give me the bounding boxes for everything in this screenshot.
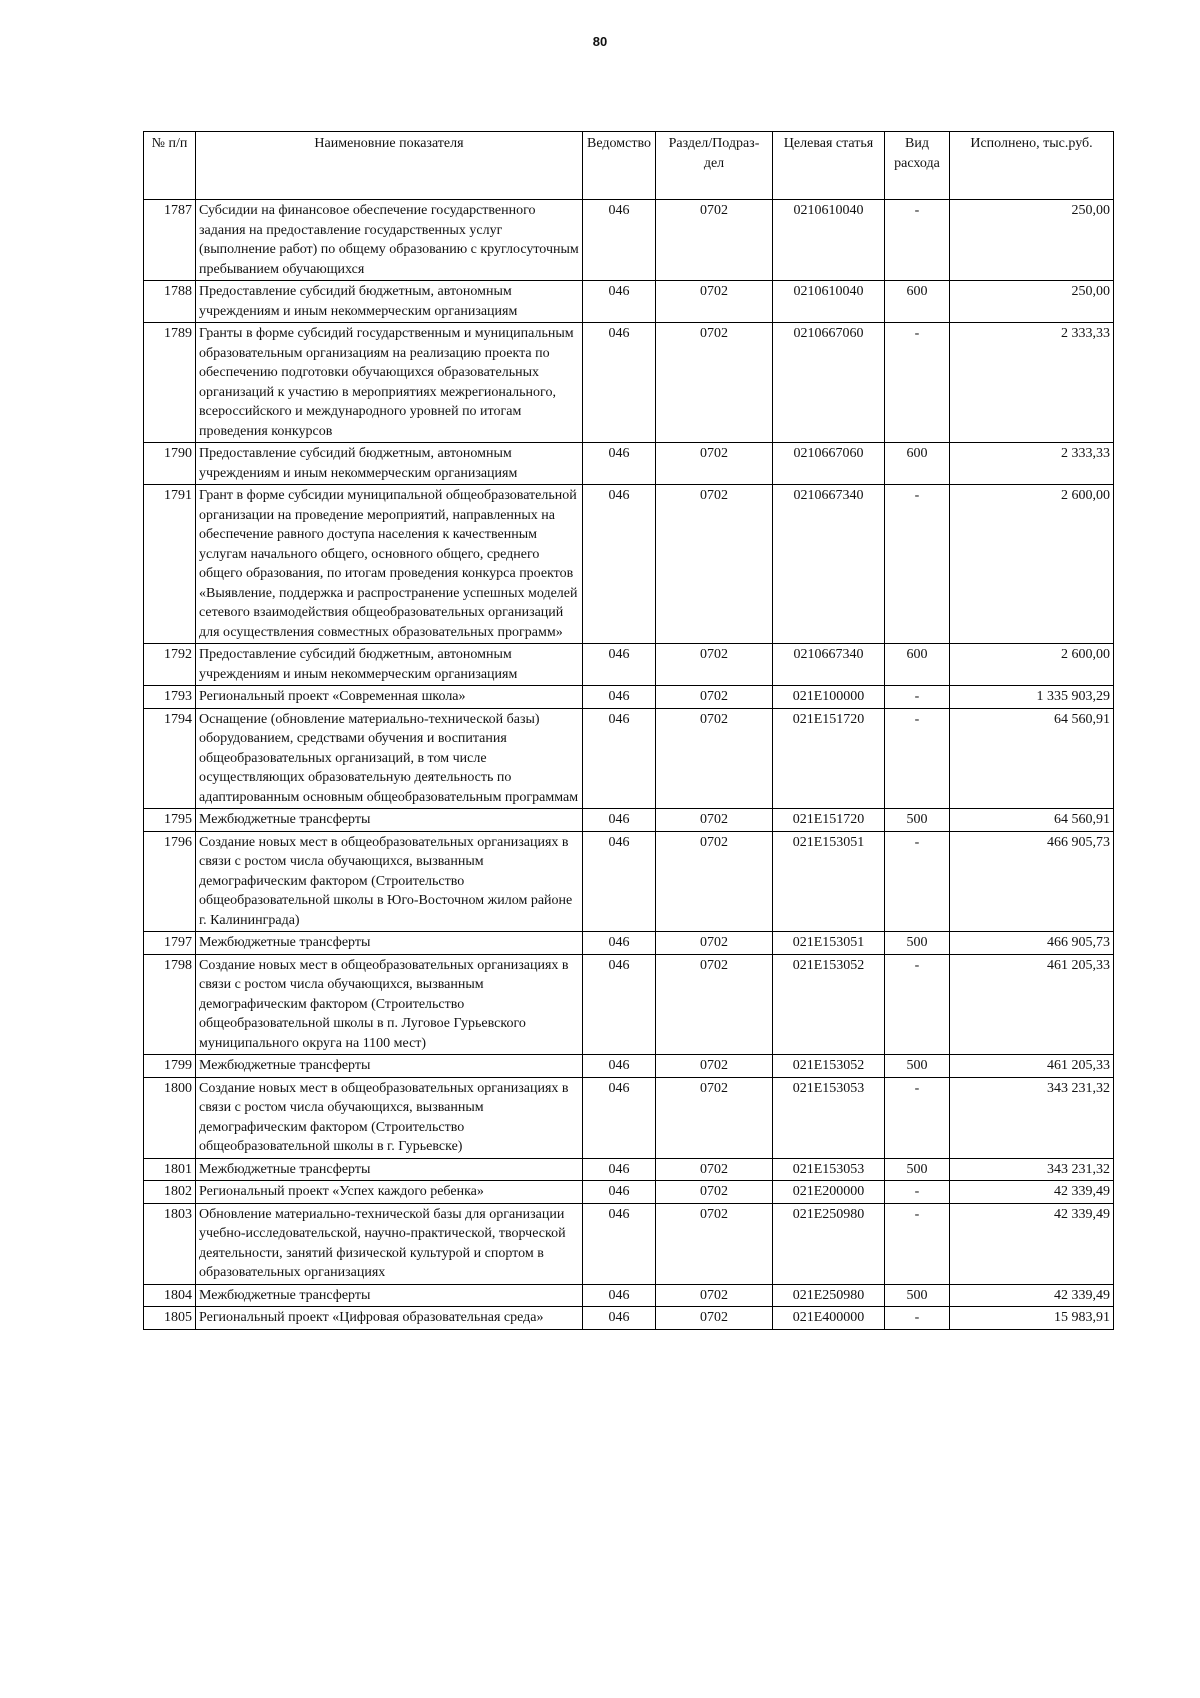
expense-type-cell: 500 (885, 1158, 950, 1181)
executed-amount-cell: 2 333,33 (950, 443, 1114, 485)
target-article-cell: 021E153052 (773, 954, 885, 1055)
table-row (144, 686, 1114, 709)
section-code-cell: 0702 (656, 809, 773, 832)
department-code-cell: 046 (583, 831, 656, 932)
indicator-name-cell: Региональный проект «Успех каждого ребенка» (196, 1181, 583, 1204)
header-num: № п/п (144, 132, 196, 200)
executed-amount-cell: 42 339,49 (950, 1284, 1114, 1307)
department-code-cell: 046 (583, 644, 656, 686)
table-row (144, 1307, 1114, 1330)
header-target: Целевая статья (773, 132, 885, 200)
row-number-cell: 1795 (144, 809, 196, 832)
indicator-name-cell: Гранты в форме субсидий государственным и муниципальным образовательным организациям на реализацию проекта по обеспечению подготовки обучающихся образовательных организаций к участию в мероприятиях межрегионального, всероссийского и международного уровней по итогам проведения конкурсов (196, 323, 583, 443)
section-code-cell: 0702 (656, 1181, 773, 1204)
department-code-cell: 046 (583, 1284, 656, 1307)
section-code-cell: 0702 (656, 1055, 773, 1078)
executed-amount-cell: 466 905,73 (950, 932, 1114, 955)
target-article-cell: 0210667340 (773, 485, 885, 644)
row-number-cell: 1791 (144, 485, 196, 644)
row-number-cell: 1799 (144, 1055, 196, 1078)
target-article-cell: 0210610040 (773, 200, 885, 281)
executed-amount-cell: 343 231,32 (950, 1158, 1114, 1181)
indicator-name-cell: Предоставление субсидий бюджетным, автономным учреждениям и иным некоммерческим организациям (196, 644, 583, 686)
indicator-name-cell: Создание новых мест в общеобразовательных организациях в связи с ростом числа обучающихся, вызванным демографическим фактором (Строительство общеобразовательной школы в г. Гурьевске) (196, 1077, 583, 1158)
row-number-cell: 1789 (144, 323, 196, 443)
executed-amount-cell: 1 335 903,29 (950, 686, 1114, 709)
executed-amount-cell: 343 231,32 (950, 1077, 1114, 1158)
table-row (144, 200, 1114, 281)
table-row (144, 954, 1114, 1055)
section-code-cell: 0702 (656, 1284, 773, 1307)
section-code-cell: 0702 (656, 1077, 773, 1158)
target-article-cell: 021E153053 (773, 1158, 885, 1181)
executed-amount-cell: 2 600,00 (950, 485, 1114, 644)
department-code-cell: 046 (583, 1158, 656, 1181)
indicator-name-cell: Субсидии на финансовое обеспечение государственного задания на предоставление государственных услуг (выполнение работ) по общему образованию с круглосуточным пребыванием обучающихся (196, 200, 583, 281)
table-row (144, 1077, 1114, 1158)
header-dept: Ведомство (583, 132, 656, 200)
indicator-name-cell: Обновление материально-технической базы для организации учебно-исследовательской, научно-практической, творческой деятельности, занятий физической культурой и спортом в образовательных организациях (196, 1203, 583, 1284)
expense-type-cell: - (885, 323, 950, 443)
table-row (144, 1181, 1114, 1204)
target-article-cell: 0210610040 (773, 281, 885, 323)
table-row (144, 485, 1114, 644)
row-number-cell: 1796 (144, 831, 196, 932)
section-code-cell: 0702 (656, 443, 773, 485)
section-code-cell: 0702 (656, 323, 773, 443)
section-code-cell: 0702 (656, 1203, 773, 1284)
department-code-cell: 046 (583, 200, 656, 281)
table-header-row (144, 132, 1114, 200)
department-code-cell: 046 (583, 1077, 656, 1158)
expense-type-cell: 500 (885, 1055, 950, 1078)
indicator-name-cell: Предоставление субсидий бюджетным, автономным учреждениям и иным некоммерческим организациям (196, 443, 583, 485)
indicator-name-cell: Межбюджетные трансферты (196, 1158, 583, 1181)
table-row (144, 1055, 1114, 1078)
target-article-cell: 0210667060 (773, 443, 885, 485)
indicator-name-cell: Межбюджетные трансферты (196, 932, 583, 955)
department-code-cell: 046 (583, 485, 656, 644)
section-code-cell: 0702 (656, 831, 773, 932)
target-article-cell: 0210667340 (773, 644, 885, 686)
expense-type-cell: - (885, 954, 950, 1055)
indicator-name-cell: Грант в форме субсидии муниципальной общеобразовательной организации на проведение мероприятий, направленных на обеспечение равного доступа населения к качественным услугам начального общего, основного общего, среднего общего образования, по итогам проведения конкурса проектов «Выявление, поддержка и распространение успешных моделей сетевого взаимодействия общеобразовательных организаций для осуществления совместных образовательных программ» (196, 485, 583, 644)
expense-type-cell: - (885, 831, 950, 932)
table-row (144, 443, 1114, 485)
target-article-cell: 021E400000 (773, 1307, 885, 1330)
target-article-cell: 021E100000 (773, 686, 885, 709)
expense-type-cell: - (885, 1077, 950, 1158)
table-row (144, 1203, 1114, 1284)
expense-type-cell: - (885, 708, 950, 809)
row-number-cell: 1800 (144, 1077, 196, 1158)
expense-type-cell: - (885, 485, 950, 644)
table-row (144, 323, 1114, 443)
table-row (144, 831, 1114, 932)
department-code-cell: 046 (583, 323, 656, 443)
department-code-cell: 046 (583, 1181, 656, 1204)
section-code-cell: 0702 (656, 200, 773, 281)
expense-type-cell: - (885, 1181, 950, 1204)
indicator-name-cell: Межбюджетные трансферты (196, 809, 583, 832)
expense-type-cell: - (885, 1307, 950, 1330)
section-code-cell: 0702 (656, 932, 773, 955)
row-number-cell: 1803 (144, 1203, 196, 1284)
expense-type-cell: - (885, 200, 950, 281)
executed-amount-cell: 42 339,49 (950, 1203, 1114, 1284)
header-section: Раздел/Подраз-дел (656, 132, 773, 200)
expense-type-cell: 500 (885, 809, 950, 832)
table-row (144, 932, 1114, 955)
row-number-cell: 1798 (144, 954, 196, 1055)
row-number-cell: 1794 (144, 708, 196, 809)
indicator-name-cell: Межбюджетные трансферты (196, 1055, 583, 1078)
section-code-cell: 0702 (656, 1158, 773, 1181)
department-code-cell: 046 (583, 1203, 656, 1284)
section-code-cell: 0702 (656, 644, 773, 686)
expense-type-cell: 600 (885, 644, 950, 686)
indicator-name-cell: Предоставление субсидий бюджетным, автономным учреждениям и иным некоммерческим организациям (196, 281, 583, 323)
target-article-cell: 021E153053 (773, 1077, 885, 1158)
row-number-cell: 1790 (144, 443, 196, 485)
header-amount: Исполнено, тыс.руб. (950, 132, 1114, 200)
expense-type-cell: 600 (885, 281, 950, 323)
section-code-cell: 0702 (656, 954, 773, 1055)
executed-amount-cell: 64 560,91 (950, 809, 1114, 832)
row-number-cell: 1805 (144, 1307, 196, 1330)
expense-type-cell: 600 (885, 443, 950, 485)
department-code-cell: 046 (583, 809, 656, 832)
target-article-cell: 021E153051 (773, 831, 885, 932)
table-row (144, 809, 1114, 832)
row-number-cell: 1792 (144, 644, 196, 686)
department-code-cell: 046 (583, 954, 656, 1055)
table-row (144, 1158, 1114, 1181)
row-number-cell: 1787 (144, 200, 196, 281)
indicator-name-cell: Создание новых мест в общеобразовательных организациях в связи с ростом числа обучающихся, вызванным демографическим фактором (Строительство общеобразовательной школы в Юго-Восточном жилом районе г. Калининграда) (196, 831, 583, 932)
target-article-cell: 0210667060 (773, 323, 885, 443)
row-number-cell: 1797 (144, 932, 196, 955)
section-code-cell: 0702 (656, 708, 773, 809)
header-type: Вид расхода (885, 132, 950, 200)
executed-amount-cell: 466 905,73 (950, 831, 1114, 932)
indicator-name-cell: Региональный проект «Современная школа» (196, 686, 583, 709)
department-code-cell: 046 (583, 686, 656, 709)
section-code-cell: 0702 (656, 1307, 773, 1330)
department-code-cell: 046 (583, 281, 656, 323)
target-article-cell: 021E250980 (773, 1284, 885, 1307)
executed-amount-cell: 2 600,00 (950, 644, 1114, 686)
department-code-cell: 046 (583, 932, 656, 955)
row-number-cell: 1788 (144, 281, 196, 323)
executed-amount-cell: 2 333,33 (950, 323, 1114, 443)
department-code-cell: 046 (583, 443, 656, 485)
target-article-cell: 021E250980 (773, 1203, 885, 1284)
expense-type-cell: 500 (885, 932, 950, 955)
executed-amount-cell: 42 339,49 (950, 1181, 1114, 1204)
expense-type-cell: - (885, 1203, 950, 1284)
page-number: 80 (592, 34, 608, 49)
department-code-cell: 046 (583, 708, 656, 809)
target-article-cell: 021E153052 (773, 1055, 885, 1078)
row-number-cell: 1804 (144, 1284, 196, 1307)
row-number-cell: 1802 (144, 1181, 196, 1204)
row-number-cell: 1793 (144, 686, 196, 709)
target-article-cell: 021E151720 (773, 809, 885, 832)
indicator-name-cell: Межбюджетные трансферты (196, 1284, 583, 1307)
budget-table (143, 131, 1114, 1330)
indicator-name-cell: Региональный проект «Цифровая образовательная среда» (196, 1307, 583, 1330)
executed-amount-cell: 461 205,33 (950, 1055, 1114, 1078)
department-code-cell: 046 (583, 1307, 656, 1330)
table-row (144, 708, 1114, 809)
indicator-name-cell: Оснащение (обновление материально-технической базы) оборудованием, средствами обучения и воспитания общеобразовательных организаций, в том числе осуществляющих образовательную деятельность по адаптированным основным общеобразовательным программам (196, 708, 583, 809)
executed-amount-cell: 250,00 (950, 281, 1114, 323)
table-row (144, 281, 1114, 323)
executed-amount-cell: 64 560,91 (950, 708, 1114, 809)
target-article-cell: 021E151720 (773, 708, 885, 809)
expense-type-cell: - (885, 686, 950, 709)
target-article-cell: 021E153051 (773, 932, 885, 955)
row-number-cell: 1801 (144, 1158, 196, 1181)
indicator-name-cell: Создание новых мест в общеобразовательных организациях в связи с ростом числа обучающихся, вызванным демографическим фактором (Строительство общеобразовательной школы в п. Луговое Гурьевского муниципального округа на 1100 мест) (196, 954, 583, 1055)
section-code-cell: 0702 (656, 281, 773, 323)
department-code-cell: 046 (583, 1055, 656, 1078)
header-name: Наименовние показателя (196, 132, 583, 200)
expense-type-cell: 500 (885, 1284, 950, 1307)
section-code-cell: 0702 (656, 686, 773, 709)
executed-amount-cell: 461 205,33 (950, 954, 1114, 1055)
section-code-cell: 0702 (656, 485, 773, 644)
executed-amount-cell: 250,00 (950, 200, 1114, 281)
target-article-cell: 021E200000 (773, 1181, 885, 1204)
executed-amount-cell: 15 983,91 (950, 1307, 1114, 1330)
table-row (144, 1284, 1114, 1307)
table-row (144, 644, 1114, 686)
